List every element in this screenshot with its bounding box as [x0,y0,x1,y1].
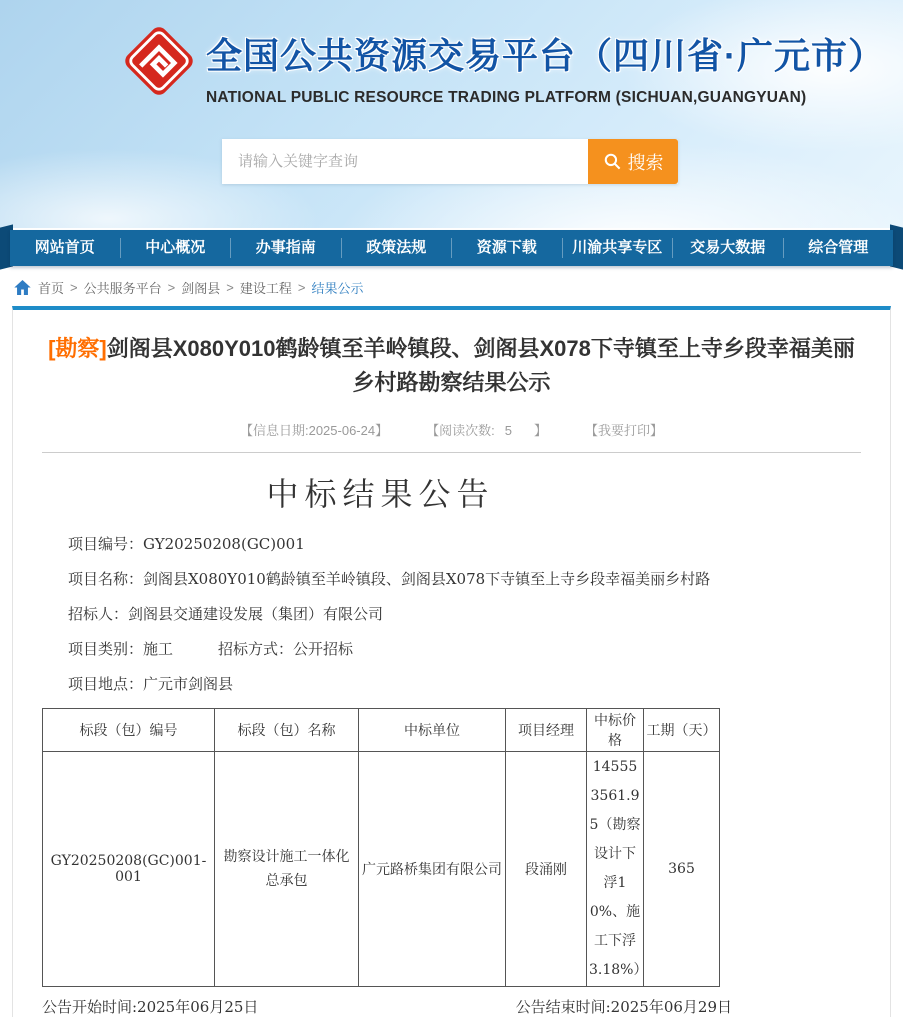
cell-winning-bidder: 广元路桥集团有限公司 [359,752,506,987]
nav-item-policies[interactable]: 政策法规 [341,238,452,258]
home-icon [14,280,31,295]
breadcrumb-jiange-county[interactable]: 剑阁县 [181,280,221,296]
project-name: 项目名称：剑阁县X080Y010鹤龄镇至羊岭镇段、剑阁县X078下寺镇至上寺乡段幸福美丽乡村路 [68,570,711,588]
col-winning-price: 中标价格 [587,709,644,752]
platform-title-cn: 全国公共资源交易平台（四川省·广元市） [206,35,885,76]
col-section-number: 标段（包）编号 [43,709,215,752]
breadcrumb [0,268,903,306]
content-panel [12,306,891,1017]
breadcrumb-construction[interactable]: 建设工程 [239,280,292,296]
platform-logo-icon [112,14,206,108]
site-header [0,0,903,228]
read-count-value: 5 [504,423,512,438]
col-winning-bidder: 中标单位 [359,709,506,752]
breadcrumb-separator: > [70,279,78,295]
col-project-manager: 项目经理 [506,709,587,752]
bid-result-table [42,708,720,987]
breadcrumb-separator: > [226,279,234,295]
document-heading: 中标结果公告 [266,475,495,513]
print-button[interactable]: 【我要打印】 [584,423,663,438]
cell-section-number: GY20250208(GC)001-001 [43,752,215,987]
project-category-and-method: 项目类别：施工 招标方式：公开招标 [68,640,354,658]
table-row [43,752,720,987]
nav-item-comprehensive-mgmt[interactable]: 综合管理 [783,238,894,258]
nav-item-chuanyu-zone[interactable]: 川渝共享专区 [562,238,673,258]
breadcrumb-public-service[interactable]: 公共服务平台 [83,280,162,296]
nav-item-center-overview[interactable]: 中心概况 [120,238,231,258]
notice-dates [42,996,732,1017]
article-meta [42,420,861,439]
breadcrumb-separator: > [297,279,306,295]
table-header-row [43,709,720,752]
main-nav [0,228,903,268]
search-icon [603,152,622,171]
project-location: 项目地点：广元市剑阁县 [68,675,234,693]
notice-start-date: 公告开始时间:2025年06月25日 [42,998,259,1016]
read-count: 【阅读次数: 5 】 [426,423,547,438]
search-input[interactable] [222,139,588,184]
announcement-title-text: 剑阁县X080Y010鹤龄镇至羊岭镇段、剑阁县X078下寺镇至上寺乡段幸福美丽乡村路勘察结果公示 [106,336,855,395]
cell-winning-price: 145553561.95（勘察设计下浮10%、施工下浮3.18%） [587,752,644,987]
search-button[interactable] [588,139,678,184]
cell-project-manager: 段涌刚 [506,752,587,987]
breadcrumb-result-publicity: 结果公示 [311,280,364,296]
breadcrumb-separator: > [167,279,176,295]
info-date: 【信息日期:2025-06-24】 [239,423,389,438]
nav-item-trading-bigdata[interactable]: 交易大数据 [672,238,783,258]
project-number: 项目编号：GY20250208(GC)001 [68,535,305,553]
nav-item-service-guide[interactable]: 办事指南 [230,238,341,258]
cell-section-name: 勘察设计施工一体化总承包 [215,752,359,987]
nav-item-downloads[interactable]: 资源下载 [451,238,562,258]
col-section-name: 标段（包）名称 [215,709,359,752]
col-duration-days: 工期（天） [644,709,720,752]
platform-title-en: NATIONAL PUBLIC RESOURCE TRADING PLATFORM (SICHUAN,GUANGYUAN) [206,89,807,106]
meta-divider [42,452,861,453]
notice-end-date: 公告结束时间:2025年06月29日 [515,998,732,1016]
tenderee: 招标人：剑阁县交通建设发展（集团）有限公司 [68,605,384,623]
nav-item-home[interactable]: 网站首页 [34,239,95,256]
announcement-title [42,332,861,400]
category-tag: [勘察] [48,336,107,361]
breadcrumb-home[interactable]: 首页 [38,280,65,296]
cell-duration-days: 365 [644,752,720,987]
project-fields [68,527,861,702]
search-bar [222,139,678,184]
search-button-label: 搜索 [627,152,664,173]
